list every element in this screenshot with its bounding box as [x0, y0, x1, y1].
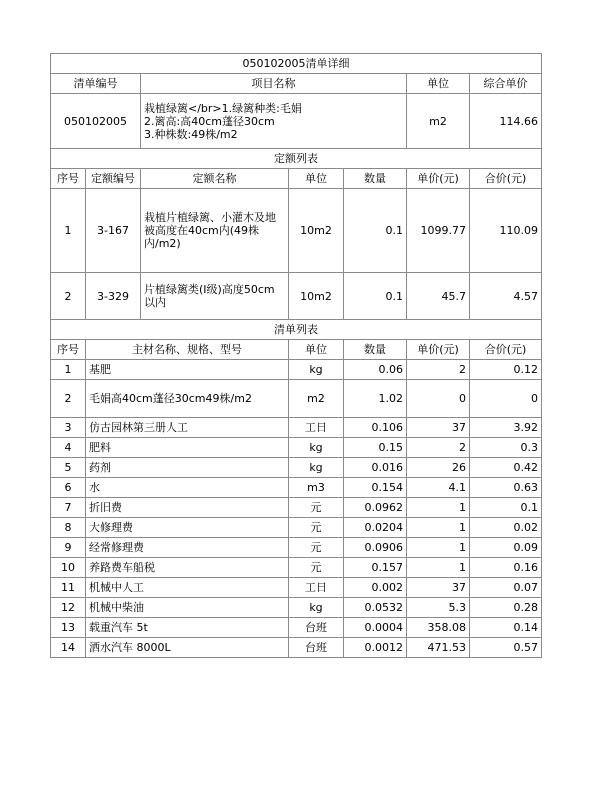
material-name: 载重汽车 5t — [86, 618, 289, 638]
material-no: 4 — [51, 438, 86, 458]
material-price: 2 — [407, 438, 470, 458]
item-unit: m2 — [407, 94, 470, 149]
material-row — [51, 518, 542, 538]
material-qty: 0.0532 — [344, 598, 407, 618]
quota-unit: 10m2 — [289, 189, 344, 273]
quota-no-header: 序号 — [51, 169, 86, 189]
material-unit: 元 — [289, 538, 344, 558]
quota-row — [51, 189, 542, 273]
material-total: 0.02 — [470, 518, 542, 538]
material-no: 10 — [51, 558, 86, 578]
materials-no-header: 序号 — [51, 340, 86, 360]
material-unit: 元 — [289, 558, 344, 578]
material-total: 0.63 — [470, 478, 542, 498]
material-total: 0.09 — [470, 538, 542, 558]
quota-name: 栽植片植绿篱、小灌木及地被高度在40cm内(49株内/m2) — [141, 189, 289, 273]
materials-name-header: 主材名称、规格、型号 — [86, 340, 289, 360]
material-unit: 工日 — [289, 578, 344, 598]
material-price: 26 — [407, 458, 470, 478]
material-qty: 0.06 — [344, 360, 407, 380]
quota-total: 4.57 — [470, 273, 542, 320]
material-no: 2 — [51, 380, 86, 418]
material-qty: 0.106 — [344, 418, 407, 438]
material-no: 1 — [51, 360, 86, 380]
item-price: 114.66 — [470, 94, 542, 149]
material-no: 8 — [51, 518, 86, 538]
material-row — [51, 578, 542, 598]
material-unit: 元 — [289, 498, 344, 518]
material-name: 水 — [86, 478, 289, 498]
quota-no: 2 — [51, 273, 86, 320]
material-qty: 0.0962 — [344, 498, 407, 518]
name-header: 项目名称 — [141, 74, 407, 94]
quota-row — [51, 273, 542, 320]
material-unit: kg — [289, 458, 344, 478]
material-qty: 0.157 — [344, 558, 407, 578]
material-price: 1 — [407, 518, 470, 538]
material-price: 2 — [407, 360, 470, 380]
materials-section-title: 清单列表 — [51, 320, 542, 340]
code-header: 清单编号 — [51, 74, 141, 94]
material-row — [51, 418, 542, 438]
material-name: 大修理费 — [86, 518, 289, 538]
material-no: 12 — [51, 598, 86, 618]
detail-table — [50, 53, 542, 658]
material-name: 药剂 — [86, 458, 289, 478]
quota-price: 1099.77 — [407, 189, 470, 273]
material-row — [51, 498, 542, 518]
material-total: 0.16 — [470, 558, 542, 578]
material-no: 3 — [51, 418, 86, 438]
material-total: 3.92 — [470, 418, 542, 438]
material-price: 5.3 — [407, 598, 470, 618]
material-price: 37 — [407, 578, 470, 598]
material-row — [51, 360, 542, 380]
material-no: 14 — [51, 638, 86, 658]
material-row — [51, 638, 542, 658]
material-unit: kg — [289, 598, 344, 618]
material-unit: 台班 — [289, 638, 344, 658]
table-title: 050102005清单详细 — [51, 54, 542, 74]
quota-unit: 10m2 — [289, 273, 344, 320]
unit-header: 单位 — [407, 74, 470, 94]
item-name-line: 3.种株数:49株/m2 — [144, 127, 238, 141]
material-total: 0.1 — [470, 498, 542, 518]
material-total: 0.3 — [470, 438, 542, 458]
material-row — [51, 558, 542, 578]
material-unit: 工日 — [289, 418, 344, 438]
material-no: 9 — [51, 538, 86, 558]
material-price: 1 — [407, 558, 470, 578]
material-row — [51, 478, 542, 498]
material-total: 0.14 — [470, 618, 542, 638]
price-header: 综合单价 — [470, 74, 542, 94]
material-unit: 元 — [289, 518, 344, 538]
material-qty: 0.0004 — [344, 618, 407, 638]
quota-code: 3-167 — [86, 189, 141, 273]
material-total: 0.28 — [470, 598, 542, 618]
material-price: 1 — [407, 538, 470, 558]
quota-section-title: 定额列表 — [51, 149, 542, 169]
material-total: 0 — [470, 380, 542, 418]
materials-unit-header: 单位 — [289, 340, 344, 360]
material-no: 6 — [51, 478, 86, 498]
material-qty: 0.15 — [344, 438, 407, 458]
material-price: 471.53 — [407, 638, 470, 658]
material-name: 折旧费 — [86, 498, 289, 518]
material-row — [51, 598, 542, 618]
item-name — [141, 94, 407, 149]
material-unit: kg — [289, 360, 344, 380]
material-qty: 0.0204 — [344, 518, 407, 538]
material-price: 4.1 — [407, 478, 470, 498]
material-qty: 0.002 — [344, 578, 407, 598]
material-name: 机械中人工 — [86, 578, 289, 598]
material-total: 0.42 — [470, 458, 542, 478]
material-row — [51, 438, 542, 458]
quota-total-header: 合价(元) — [470, 169, 542, 189]
material-no: 7 — [51, 498, 86, 518]
material-qty: 0.016 — [344, 458, 407, 478]
material-name: 经常修理费 — [86, 538, 289, 558]
material-unit: kg — [289, 438, 344, 458]
material-unit: 台班 — [289, 618, 344, 638]
material-no: 13 — [51, 618, 86, 638]
materials-total-header: 合价(元) — [470, 340, 542, 360]
quota-qty: 0.1 — [344, 273, 407, 320]
material-no: 5 — [51, 458, 86, 478]
quota-code-header: 定额编号 — [86, 169, 141, 189]
quota-total: 110.09 — [470, 189, 542, 273]
materials-price-header: 单价(元) — [407, 340, 470, 360]
material-price: 1 — [407, 498, 470, 518]
material-price: 0 — [407, 380, 470, 418]
quota-price: 45.7 — [407, 273, 470, 320]
quota-qty: 0.1 — [344, 189, 407, 273]
material-price: 358.08 — [407, 618, 470, 638]
material-row — [51, 538, 542, 558]
item-name-line: 栽植绿篱</br>1.绿篱种类:毛娟 — [144, 101, 302, 115]
material-qty: 1.02 — [344, 380, 407, 418]
item-code: 050102005 — [51, 94, 141, 149]
material-qty: 0.0012 — [344, 638, 407, 658]
material-unit: m2 — [289, 380, 344, 418]
material-name: 基肥 — [86, 360, 289, 380]
quota-unit-header: 单位 — [289, 169, 344, 189]
material-name: 仿古园林第三册人工 — [86, 418, 289, 438]
material-row — [51, 618, 542, 638]
material-name: 机械中柴油 — [86, 598, 289, 618]
material-qty: 0.154 — [344, 478, 407, 498]
quota-qty-header: 数量 — [344, 169, 407, 189]
quota-no: 1 — [51, 189, 86, 273]
item-name-line: 2.篱高:高40cm蓬径30cm — [144, 114, 275, 128]
quota-price-header: 单价(元) — [407, 169, 470, 189]
material-name: 洒水汽车 8000L — [86, 638, 289, 658]
material-unit: m3 — [289, 478, 344, 498]
material-name: 肥料 — [86, 438, 289, 458]
quota-name-header: 定额名称 — [141, 169, 289, 189]
materials-qty-header: 数量 — [344, 340, 407, 360]
material-price: 37 — [407, 418, 470, 438]
material-name: 毛娟高40cm蓬径30cm49株/m2 — [86, 380, 289, 418]
material-no: 11 — [51, 578, 86, 598]
material-total: 0.12 — [470, 360, 542, 380]
material-row — [51, 458, 542, 478]
material-name: 养路费车船税 — [86, 558, 289, 578]
material-total: 0.57 — [470, 638, 542, 658]
quota-name: 片植绿篱类(Ⅰ级)高度50cm以内 — [141, 273, 289, 320]
material-row — [51, 380, 542, 418]
material-qty: 0.0906 — [344, 538, 407, 558]
material-total: 0.07 — [470, 578, 542, 598]
quota-code: 3-329 — [86, 273, 141, 320]
